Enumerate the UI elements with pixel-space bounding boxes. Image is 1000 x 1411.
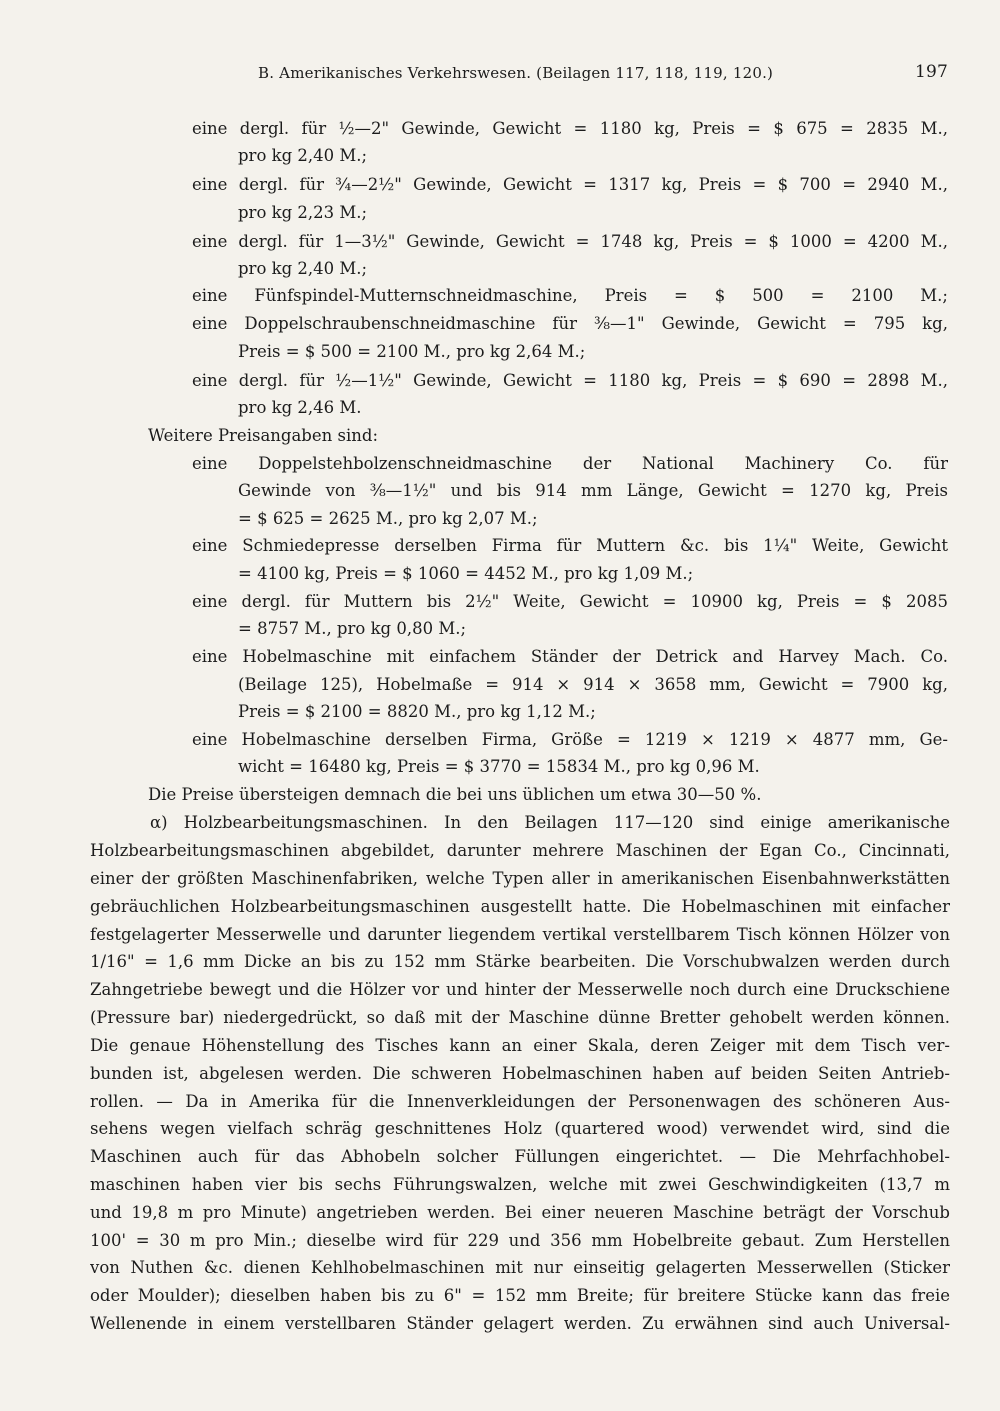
text-line: eine Doppelstehbolzenschneidmaschine der National Machinery Co. für [192, 454, 948, 473]
page-header [258, 62, 948, 86]
text-line: eine dergl. für ½—2" Gewinde, Gewicht = 1180 kg, Preis = $ 675 = 2835 M., [192, 119, 948, 138]
text-line: Die Preise übersteigen demnach die bei uns üblichen um etwa 30—50 %. [148, 785, 762, 804]
text-line: eine dergl. für 1—3½" Gewinde, Gewicht = 1748 kg, Preis = $ 1000 = 4200 M., [192, 232, 948, 251]
text-line: pro kg 2,40 M.; [238, 259, 368, 278]
text-line: von Nuthen &c. dienen Kehlhobelmaschinen mit nur einseitig gelagerten Messerwellen (Sticker [90, 1258, 950, 1277]
text-line: Holzbearbeitungsmaschinen abgebildet, darunter mehrere Maschinen der Egan Co., Cincinnati, [90, 841, 950, 860]
text-line: bunden ist, abgelesen werden. Die schweren Hobelmaschinen haben auf beiden Seiten Antrieb- [90, 1064, 950, 1083]
text-line: eine Hobelmaschine derselben Firma, Größe = 1219 × 1219 × 4877 mm, Ge- [192, 730, 948, 749]
text-line: = 4100 kg, Preis = $ 1060 = 4452 M., pro kg 1,09 M.; [238, 564, 694, 583]
page-number: 197 [914, 62, 948, 82]
text-line: (Beilage 125), Hobelmaße = 914 × 914 × 3658 mm, Gewicht = 7900 kg, [238, 675, 948, 694]
text-line: (Pressure bar) niedergedrückt, so daß mit der Maschine dünne Bretter gehobelt werden können. [90, 1008, 950, 1027]
text-line: einer der größten Maschinenfabriken, welche Typen aller in amerikanischen Eisenbahnwerkstätten [90, 869, 950, 888]
text-line: eine Hobelmaschine mit einfachem Ständer der Detrick and Harvey Mach. Co. [192, 647, 948, 666]
text-line: und 19,8 m pro Minute) angetrieben werden. Bei einer neueren Maschine beträgt der Vorschub [90, 1203, 950, 1222]
text-line: Zahngetriebe bewegt und die Hölzer vor und hinter der Messerwelle noch durch eine Druckschiene [90, 980, 950, 999]
section-heading-line: α) Holzbearbeitungsmaschinen. In den Beilagen 117—120 sind einige amerikanische [150, 813, 950, 832]
text-line: festgelagerter Messerwelle und darunter liegendem vertikal verstellbarem Tisch können Hölzer von [90, 925, 950, 944]
text-line: oder Moulder); dieselben haben bis zu 6" = 152 mm Breite; für breitere Stücke kann das freie [90, 1286, 950, 1305]
text-line: pro kg 2,46 M. [238, 398, 362, 417]
text-line: Preis = $ 500 = 2100 M., pro kg 2,64 M.; [238, 342, 586, 361]
text-line: Gewinde von ⅜—1½" und bis 914 mm Länge, Gewicht = 1270 kg, Preis [238, 481, 948, 500]
text-line: eine Doppelschraubenschneidmaschine für ⅜—1" Gewinde, Gewicht = 795 kg, [192, 314, 948, 333]
text-line: 1/16" = 1,6 mm Dicke an bis zu 152 mm Stärke bearbeiten. Die Vorschubwalzen werden durch [90, 952, 950, 971]
text-line: Die genaue Höhenstellung des Tisches kann an einer Skala, deren Zeiger mit dem Tisch ver- [90, 1036, 950, 1055]
text-line: wicht = 16480 kg, Preis = $ 3770 = 15834 M., pro kg 0,96 M. [238, 757, 760, 776]
text-line: rollen. — Da in Amerika für die Innenverkleidungen der Personenwagen des schöneren Aus- [90, 1092, 950, 1111]
text-line: eine Schmiedepresse derselben Firma für Muttern &c. bis 1¼" Weite, Gewicht [192, 536, 948, 555]
text-line: = 8757 M., pro kg 0,80 M.; [238, 619, 467, 638]
text-line: Wellenende in einem verstellbaren Ständer gelagert werden. Zu erwähnen sind auch Universal- [90, 1314, 950, 1333]
text-line: gebräuchlichen Holzbearbeitungsmaschinen ausgestellt hatte. Die Hobelmaschinen mit einfacher [90, 897, 950, 916]
text-line: pro kg 2,40 M.; [238, 146, 368, 165]
text-line: eine Fünfspindel-Mutternschneidmaschine, Preis = $ 500 = 2100 M.; [192, 286, 948, 305]
text-line: maschinen haben vier bis sechs Führungswalzen, welche mit zwei Geschwindigkeiten (13,7 m [90, 1175, 950, 1194]
text-line: Preis = $ 2100 = 8820 M., pro kg 1,12 M.; [238, 702, 596, 721]
running-title: B. Amerikanisches Verkehrswesen. (Beilagen 117, 118, 119, 120.) [258, 64, 774, 82]
text-line: eine dergl. für ¾—2½" Gewinde, Gewicht = 1317 kg, Preis = $ 700 = 2940 M., [192, 175, 948, 194]
text-line: sehens wegen vielfach schräg geschnittenes Holz (quartered wood) verwendet wird, sind die [90, 1119, 950, 1138]
text-line: = $ 625 = 2625 M., pro kg 2,07 M.; [238, 509, 538, 528]
text-line: 100' = 30 m pro Min.; dieselbe wird für 229 und 356 mm Hobelbreite gebaut. Zum Herstellen [90, 1231, 950, 1250]
text-line: pro kg 2,23 M.; [238, 203, 368, 222]
text-line: eine dergl. für Muttern bis 2½" Weite, Gewicht = 10900 kg, Preis = $ 2085 [192, 592, 948, 611]
text-line: Maschinen auch für das Abhobeln solcher Füllungen eingerichtet. — Die Mehrfachhobel- [90, 1147, 950, 1166]
text-line: Weitere Preisangaben sind: [148, 426, 379, 445]
text-line: eine dergl. für ½—1½" Gewinde, Gewicht = 1180 kg, Preis = $ 690 = 2898 M., [192, 371, 948, 390]
